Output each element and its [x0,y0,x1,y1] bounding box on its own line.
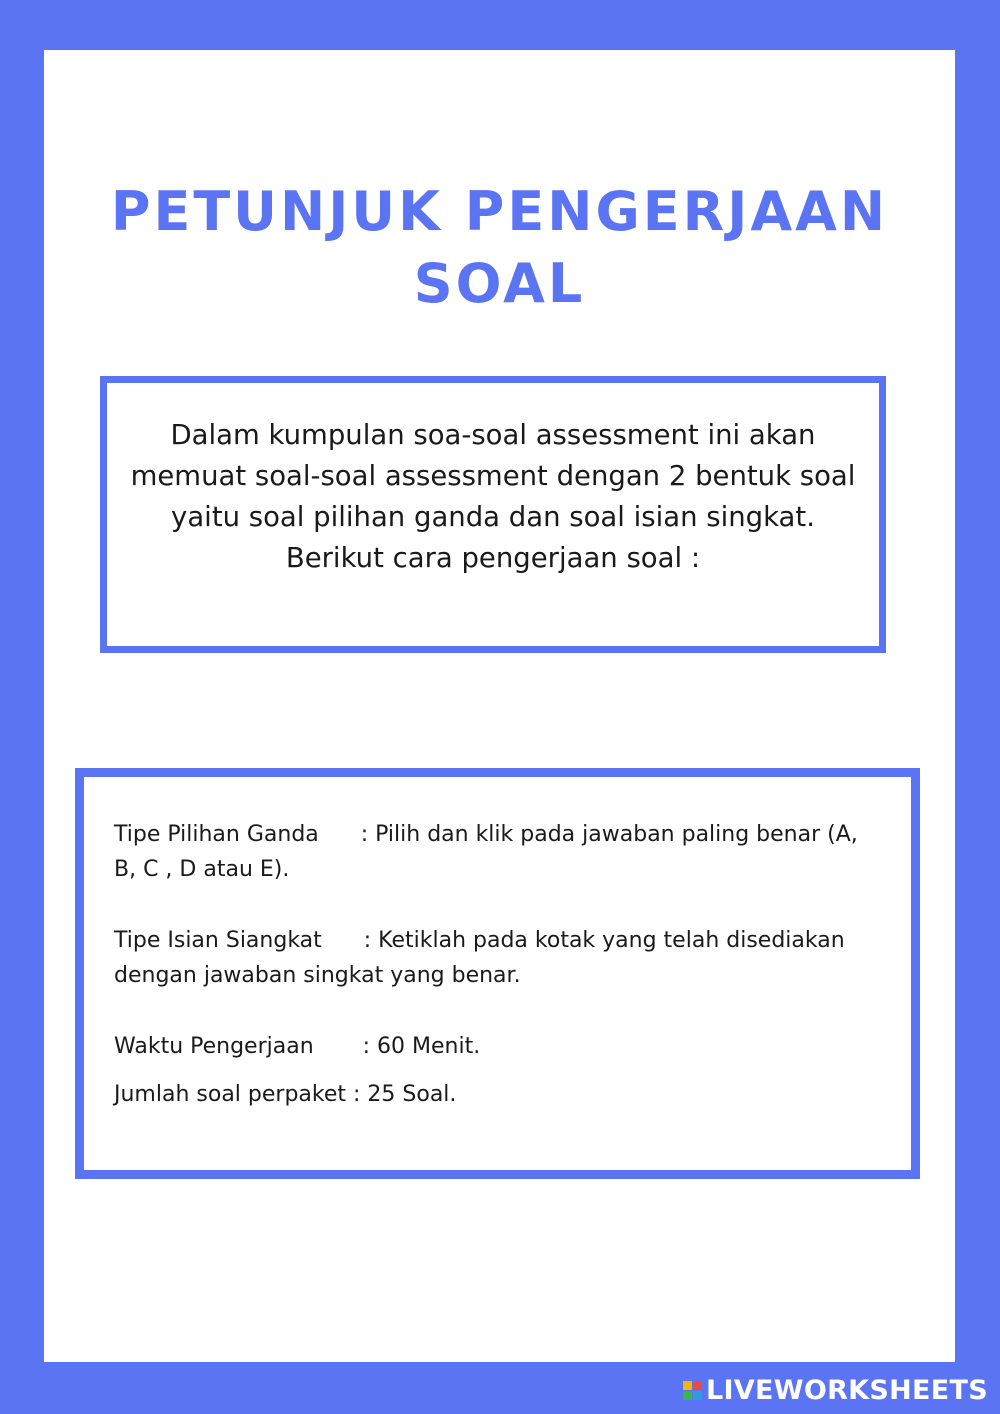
rule-question-count: Jumlah soal perpaket : 25 Soal. [114,1082,457,1107]
page-title-line-2: SOAL [413,252,586,315]
liveworksheets-logo-text: LIVEWORKSHEETS [705,1375,988,1406]
rule-short-answer: Tipe Isian Siangkat : Ketiklah pada kotak yang telah disediakan dengan jawaban singkat yang benar. [114,928,845,988]
instructions-box [75,768,920,1179]
rule-multiple-choice: Tipe Pilihan Ganda : Pilih dan klik pada jawaban paling benar (A, B, C , D atau E). [114,822,858,882]
intro-box [100,376,886,653]
page-title [44,176,955,320]
instructions-list [114,817,871,1112]
intro-text: Dalam kumpulan soa-soal assessment ini akan memuat soal-soal assessment dengan 2 bentuk soal yaitu soal pilihan ganda dan soal isian singkat. Berikut cara pengerjaan soal : [130,419,856,574]
liveworksheets-logo[interactable] [683,1375,988,1406]
page-title-line-1: PETUNJUK PENGERJAAN [110,180,889,243]
worksheet-page [44,50,955,1362]
liveworksheets-logo-icon [683,1381,702,1400]
rule-time: Waktu Pengerjaan : 60 Menit. [114,1034,481,1059]
